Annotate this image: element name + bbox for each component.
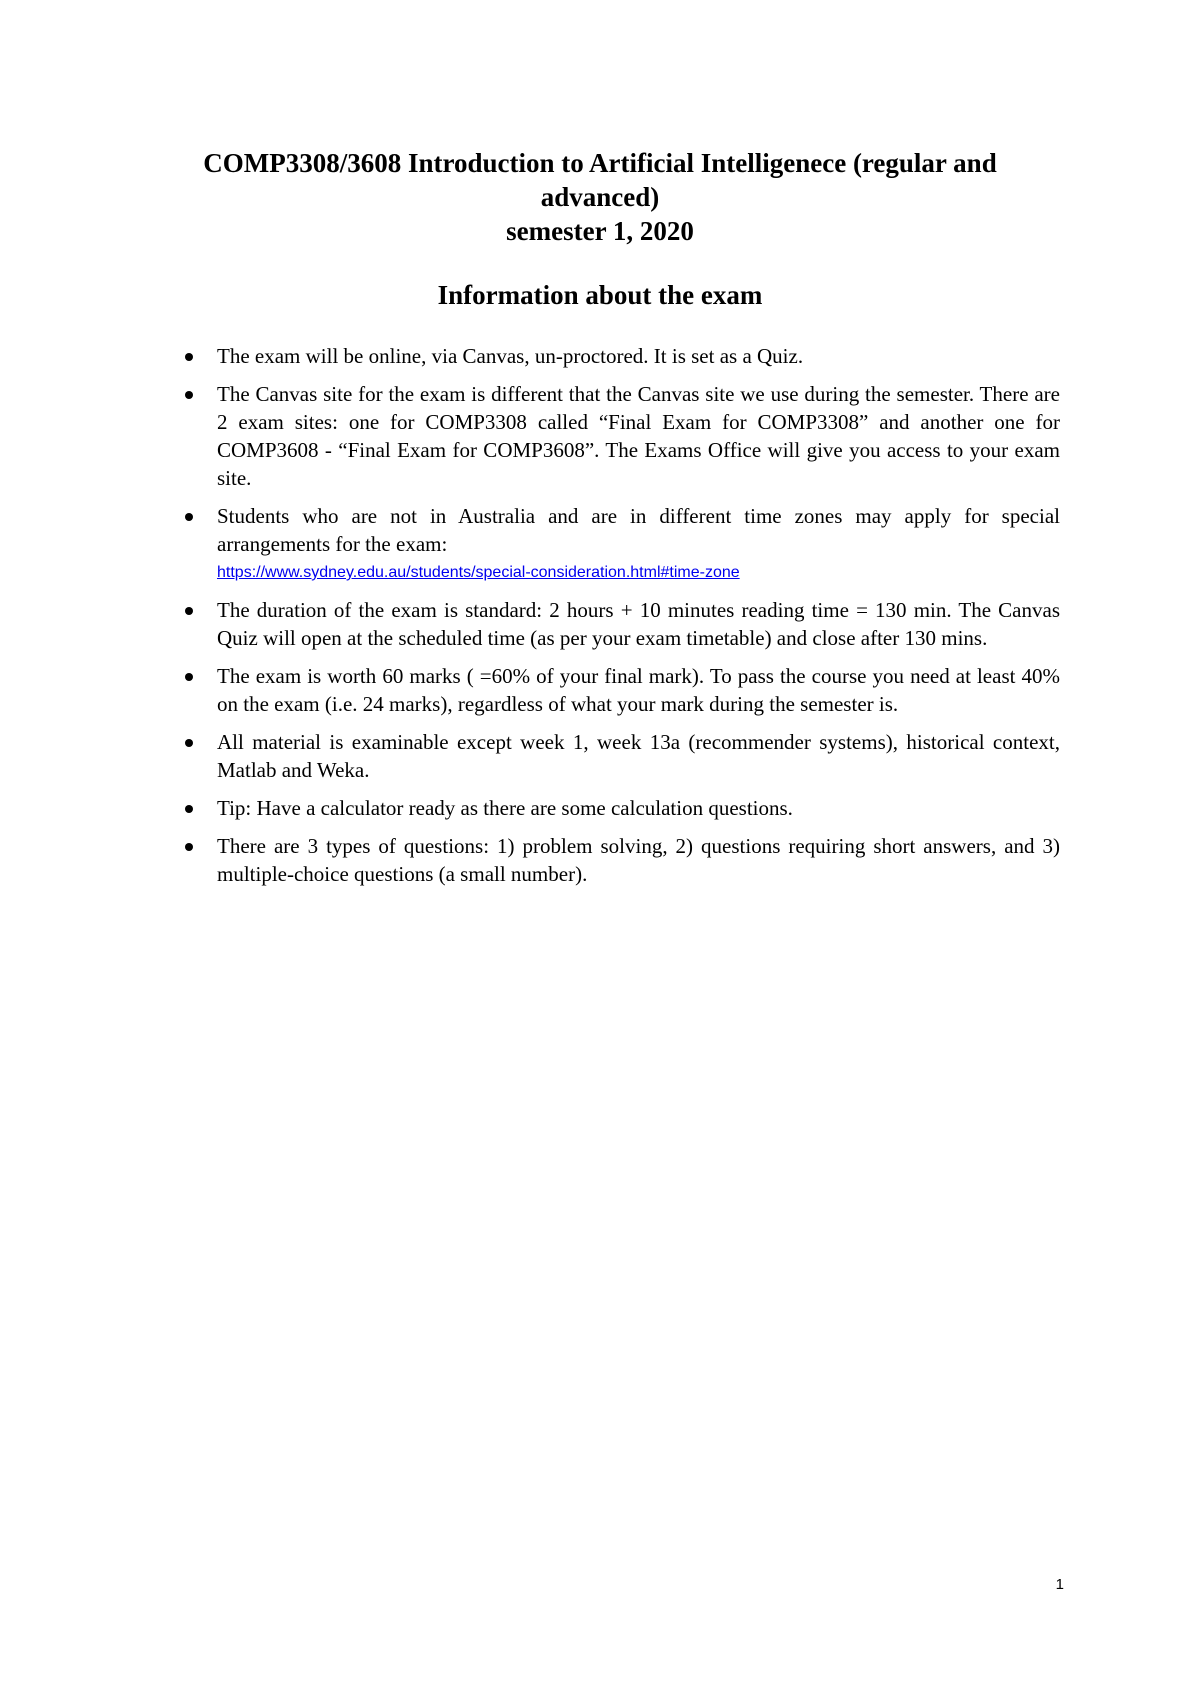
- list-item-text: The exam will be online, via Canvas, un-proctored. It is set as a Quiz.: [217, 344, 804, 368]
- list-item: [217, 342, 1060, 370]
- bullet-icon: [185, 673, 193, 681]
- list-item-text: All material is examinable except week 1, week 13a (recommender systems), historical context, Matlab and Weka.: [217, 730, 1060, 782]
- list-item: [217, 596, 1060, 652]
- bullet-icon: [185, 739, 193, 747]
- page-number: 1: [1055, 1576, 1064, 1593]
- title-course: COMP3308/3608 Introduction to Artificial Intelligenece (regular and advanced): [203, 148, 997, 212]
- list-item: [217, 662, 1060, 718]
- bullet-icon: [185, 805, 193, 813]
- list-item-text: There are 3 types of questions: 1) problem solving, 2) questions requiring short answers, and 3) multiple-choice questions (a small number).: [217, 834, 1060, 886]
- bullet-icon: [185, 513, 193, 521]
- section-heading: Information about the exam: [437, 280, 763, 310]
- special-consideration-link[interactable]: https://www.sydney.edu.au/students/special-consideration.html#time-zone: [217, 564, 740, 581]
- list-item-text: The exam is worth 60 marks ( =60% of your final mark). To pass the course you need at least 40% on the exam (i.e. 24 marks), regardless of what your mark during the semester is.: [217, 664, 1060, 716]
- list-item: [217, 794, 1060, 822]
- list-item-text: Students who are not in Australia and are in different time zones may apply for special arrangements for the exam:: [217, 504, 1060, 556]
- title-semester: semester 1, 2020: [506, 216, 694, 246]
- bullet-icon: [185, 607, 193, 615]
- link-line: [217, 560, 1060, 586]
- list-item-text: The duration of the exam is standard: 2 hours + 10 minutes reading time = 130 min. The Canvas Quiz will open at the scheduled time (as per your exam timetable) and close after 130 mins.: [217, 598, 1060, 650]
- document-title: [150, 146, 1050, 248]
- bullet-icon: [185, 843, 193, 851]
- list-item-text: The Canvas site for the exam is different that the Canvas site we use during the semester. There are 2 exam sites: one for COMP3308 called “Final Exam for COMP3308” and another one for COMP3608 - “Final Exam for COMP3608”. The Exams Office will give you access to your exam site.: [217, 382, 1060, 490]
- list-item-text: Tip: Have a calculator ready as there are some calculation questions.: [217, 796, 793, 820]
- list-item: [217, 502, 1060, 586]
- list-item: [217, 832, 1060, 888]
- list-item: [217, 728, 1060, 784]
- bullet-icon: [185, 353, 193, 361]
- exam-info-list: [217, 342, 1060, 898]
- bullet-icon: [185, 391, 193, 399]
- list-item: [217, 380, 1060, 492]
